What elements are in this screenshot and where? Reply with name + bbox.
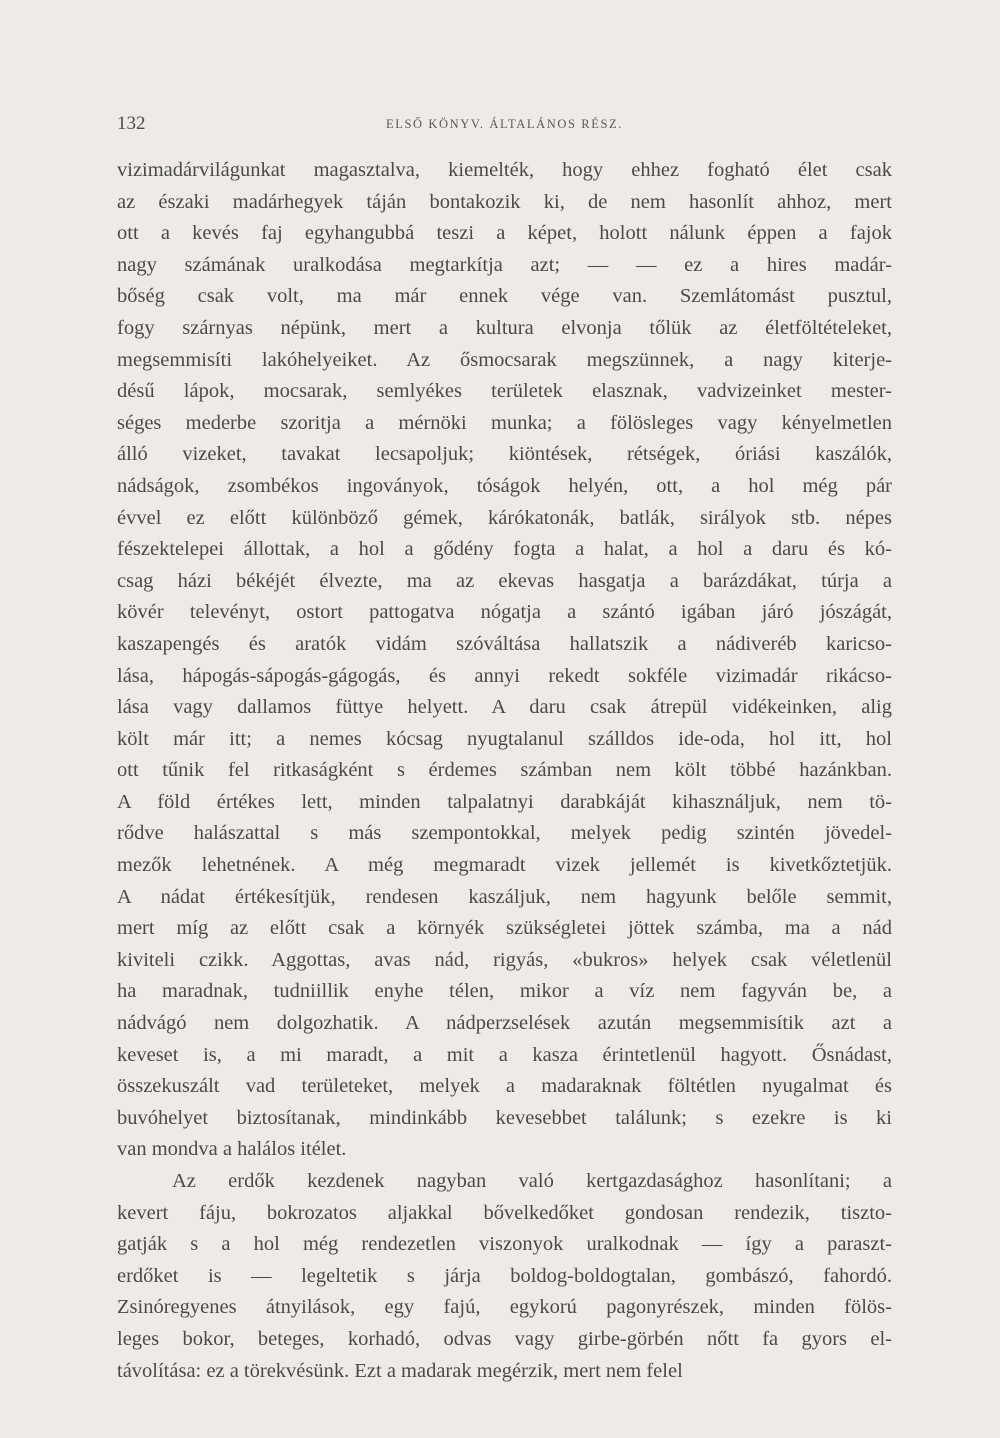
- text-line: nagy számának uralkodása megtarkítja azt; — — ez a hires madár-: [117, 253, 892, 276]
- body-text: [117, 155, 892, 1387]
- text-line: nádságok, zsombékos ingoványok, tóságok helyén, ott, a hol még pár: [117, 474, 892, 497]
- text-line: gatják s a hol még rendezetlen viszonyok uralkodnak — így a paraszt-: [117, 1233, 892, 1256]
- text-line: ott tűnik fel ritkaságként s érdemes számban nem költ többé hazánkban.: [117, 759, 892, 782]
- text-line: távolítása: ez a törekvésünk. Ezt a madarak megérzik, mert nem felel: [117, 1359, 683, 1382]
- text-line: mert míg az előtt csak a környék szükségletei jöttek számba, ma a nád: [117, 917, 892, 940]
- text-line: csag házi békéjét élvezte, ma az ekevas hasgatja a barázdákat, túrja a: [117, 569, 892, 592]
- text-line: álló vizeket, tavakat lecsapoljuk; kiöntések, rétségek, óriási kaszálók,: [117, 443, 892, 466]
- text-line: leges bokor, beteges, korhadó, odvas vagy girbe-görbén nőtt fa gyors el-: [117, 1327, 892, 1350]
- text-line: erdőket is — legeltetik s járja boldog-boldogtalan, gombászó, fahordó.: [117, 1264, 892, 1287]
- text-line: A föld értékes lett, minden talpalatnyi darabkáját kihasználjuk, nem tö-: [117, 790, 892, 813]
- text-line: évvel ez előtt különböző gémek, kárókatonák, batlák, sirályok stb. népes: [117, 506, 892, 529]
- text-line: nádvágó nem dolgozhatik. A nádperzselések azután megsemmisítik azt a: [117, 1012, 892, 1035]
- running-head: ELSŐ KÖNYV. ÁLTALÁNOS RÉSZ.: [385, 117, 623, 131]
- text-line: kevert fáju, bokrozatos aljakkal bővelkedőket gondosan rendezik, tiszto-: [117, 1201, 892, 1224]
- page-header: [117, 113, 892, 137]
- text-line: vizimadárvilágunkat magasztalva, kiemelték, hogy ehhez fogható élet csak: [117, 159, 892, 181]
- text-line: séges mederbe szoritja a mérnöki munka; a fölösleges vagy kényelmetlen: [117, 411, 892, 434]
- text-line: Az erdők kezdenek nagyban való kertgazdasághoz hasonlítani; a: [172, 1170, 892, 1192]
- text-line: lása vagy dallamos füttye helyett. A daru csak átrepül vidékeinken, alig: [117, 696, 892, 719]
- text-line: fészektelepei állottak, a hol a gődény fogta a halat, a hol a daru és kó-: [117, 538, 892, 561]
- text-line: az északi madárhegyek táján bontakozik ki, de nem hasonlít ahhoz, mert: [117, 190, 892, 213]
- text-line: megsemmisíti lakóhelyeiket. Az ősmocsarak megszünnek, a nagy kiterje-: [117, 348, 892, 371]
- text-line: A nádat értékesítjük, rendesen kaszáljuk, nem hagyunk belőle semmit,: [117, 885, 892, 908]
- text-line: kiviteli czikk. Aggottas, avas nád, rigyás, «bukros» helyek csak véletlenül: [117, 948, 892, 971]
- text-line: ha maradnak, tudniillik enyhe télen, mikor a víz nem fagyván be, a: [117, 980, 892, 1003]
- text-line: kövér televényt, ostort pattogatva nógatja a szántó igában járó jószágát,: [117, 601, 892, 624]
- text-line: van mondva a halálos itélet.: [117, 1138, 347, 1161]
- text-line: összekuszált vad területeket, melyek a madaraknak föltétlen nyugalmat és: [117, 1075, 892, 1098]
- text-line: költ már itt; a nemes kócsag nyugtalanul szálldos ide-oda, hol itt, hol: [117, 727, 892, 750]
- text-line: fogy szárnyas népünk, mert a kultura elvonja tőlük az életföltételeket,: [117, 316, 892, 339]
- text-line: kaszapengés és aratók vidám szóváltása hallatszik a nádiveréb karicso-: [117, 632, 892, 655]
- text-line: rődve halászattal s más szempontokkal, melyek pedig szintén jövedel-: [117, 822, 892, 845]
- text-line: mezők lehetnének. A még megmaradt vizek jellemét is kivetkőztetjük.: [117, 854, 892, 877]
- text-line: Zsinóregyenes átnyilások, egy fajú, egykorú pagonyrészek, minden fölös-: [117, 1296, 892, 1319]
- text-line: lása, hápogás-sápogás-gágogás, és annyi rekedt sokféle vizimadár rikácso-: [117, 664, 892, 687]
- text-line: désű lápok, mocsarak, semlyékes területek elasznak, vadvizeinket mester-: [117, 380, 892, 403]
- text-line: buvóhelyet biztosítanak, mindinkább kevesebbet találunk; s ezekre is ki: [117, 1106, 892, 1129]
- text-line: ott a kevés faj egyhangubbá teszi a képet, holott nálunk éppen a fajok: [117, 222, 892, 245]
- text-line: keveset is, a mi maradt, a mit a kasza érintetlenül hagyott. Ősnádast,: [117, 1043, 892, 1066]
- page-number: 132: [117, 113, 146, 134]
- text-line: bőség csak volt, ma már ennek vége van. Szemlátomást pusztul,: [117, 285, 892, 308]
